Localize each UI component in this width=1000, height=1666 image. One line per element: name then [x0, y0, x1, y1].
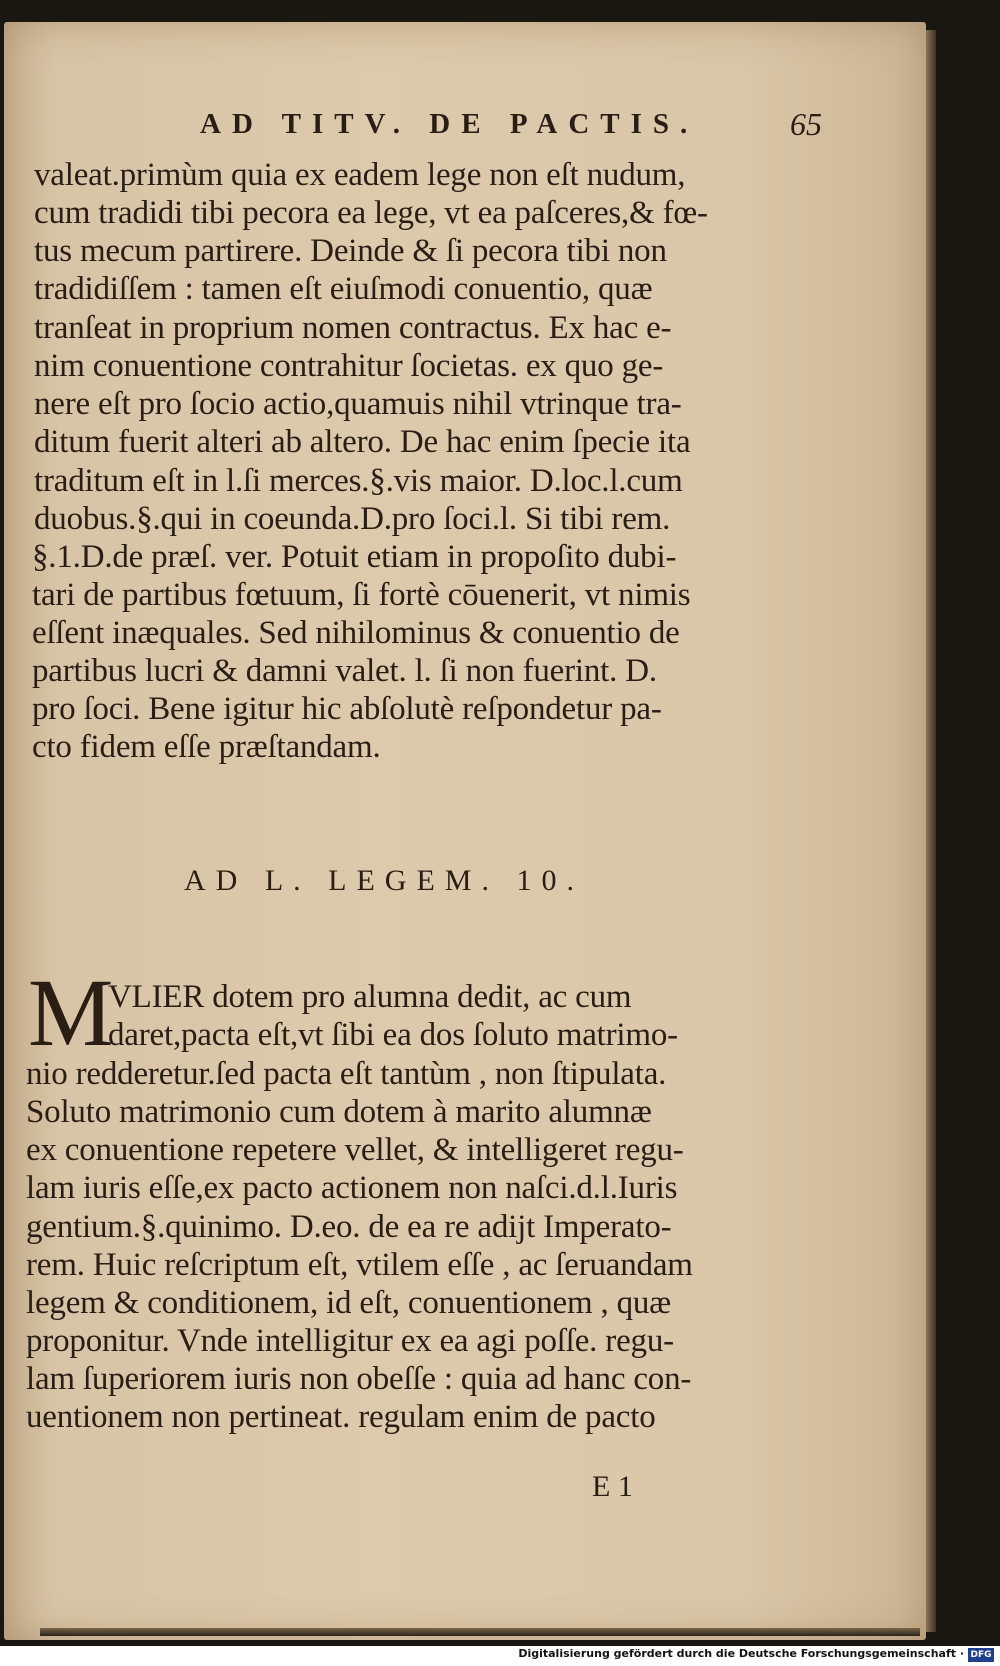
text-line: partibus lucri & damni valet. l. ſi non fuerint. D.: [32, 653, 657, 689]
text-line: gentium.§.quinimo. D.eo. de ea re adijt Imperato-: [26, 1209, 672, 1245]
section-heading: AD L. LEGEM. 10.: [184, 864, 584, 897]
text-line: valeat.primùm quia ex eadem lege non eſt nudum,: [34, 157, 686, 193]
signature-mark: E 1: [592, 1470, 633, 1503]
text-line: eſſent inæquales. Sed nihilominus & conuentio de: [32, 615, 680, 651]
text-line: legem & conditionem, id eſt, conuentionem , quæ: [26, 1285, 671, 1321]
text-line: nio redderetur.ſed pacta eſt tantùm , non ſtipulata.: [26, 1056, 667, 1092]
text-line: tari de partibus fœtuum, ſi fortè cōuenerit, vt nimis: [32, 577, 691, 613]
text-line: tus mecum partirere. Deinde & ſi pecora tibi non: [34, 233, 667, 269]
text-line: tradidiſſem : tamen eſt eiuſmodi conuentio, quæ: [34, 271, 653, 307]
page-number: 65: [790, 106, 822, 142]
text-line: VLIER dotem pro alumna dedit, ac cum: [108, 979, 632, 1015]
text-line: daret,pacta eſt,vt ſibi ea dos ſoluto matrimo-: [108, 1017, 678, 1053]
text-line: rem. Huic reſcriptum eſt, vtilem eſſe , ac ſeruandam: [26, 1247, 693, 1283]
text-line: ditum fuerit alteri ab altero. De hac enim ſpecie ita: [34, 424, 691, 460]
text-line: Soluto matrimonio cum dotem à marito alumnæ: [26, 1094, 652, 1130]
text-line: §.1.D.de præſ. ver. Potuit etiam in propoſito dubi-: [32, 539, 677, 575]
text-line: lam ſuperiorem iuris non obeſſe : quia ad hanc con-: [26, 1361, 692, 1397]
text-line: ex conuentione repetere vellet, & intelligeret regu-: [26, 1132, 684, 1168]
text-line: nim conuentione contrahitur ſocietas. ex quo ge-: [34, 348, 664, 384]
dfg-logo-icon: DFG: [968, 1648, 994, 1662]
text-line: traditum eſt in l.ſi merces.§.vis maior. D.loc.l.cum: [34, 463, 683, 499]
text-line: duobus.§.qui in coeunda.D.pro ſoci.l. Si tibi rem.: [34, 501, 671, 537]
running-head: AD TITV. DE PACTIS.: [200, 108, 699, 140]
text-line: cto fidem eſſe præſtandam.: [32, 729, 381, 765]
text-line: pro ſoci. Bene igitur hic abſolutè reſpondetur pa-: [32, 691, 662, 727]
text-line: tranſeat in proprium nomen contractus. Ex hac e-: [34, 310, 672, 346]
drop-capital: M: [28, 959, 114, 1066]
text-line: nere eſt pro ſocio actio,quamuis nihil vtrinque tra-: [34, 386, 682, 422]
page-edge: [926, 30, 936, 1632]
text-line: proponitur. Vnde intelligitur ex ea agi poſſe. regu-: [26, 1323, 674, 1359]
page-bottom-edge: [40, 1628, 920, 1636]
funding-credit: Digitalisierung gefördert durch die Deutsche Forschungsgemeinschaft ·: [518, 1647, 964, 1660]
text-line: uentionem non pertineat. regulam enim de pacto: [26, 1399, 656, 1435]
text-line: lam iuris eſſe,ex pacto actionem non naſci.d.l.Iuris: [26, 1170, 678, 1206]
text-line: cum tradidi tibi pecora ea lege, vt ea paſceres,& fœ-: [34, 195, 708, 231]
